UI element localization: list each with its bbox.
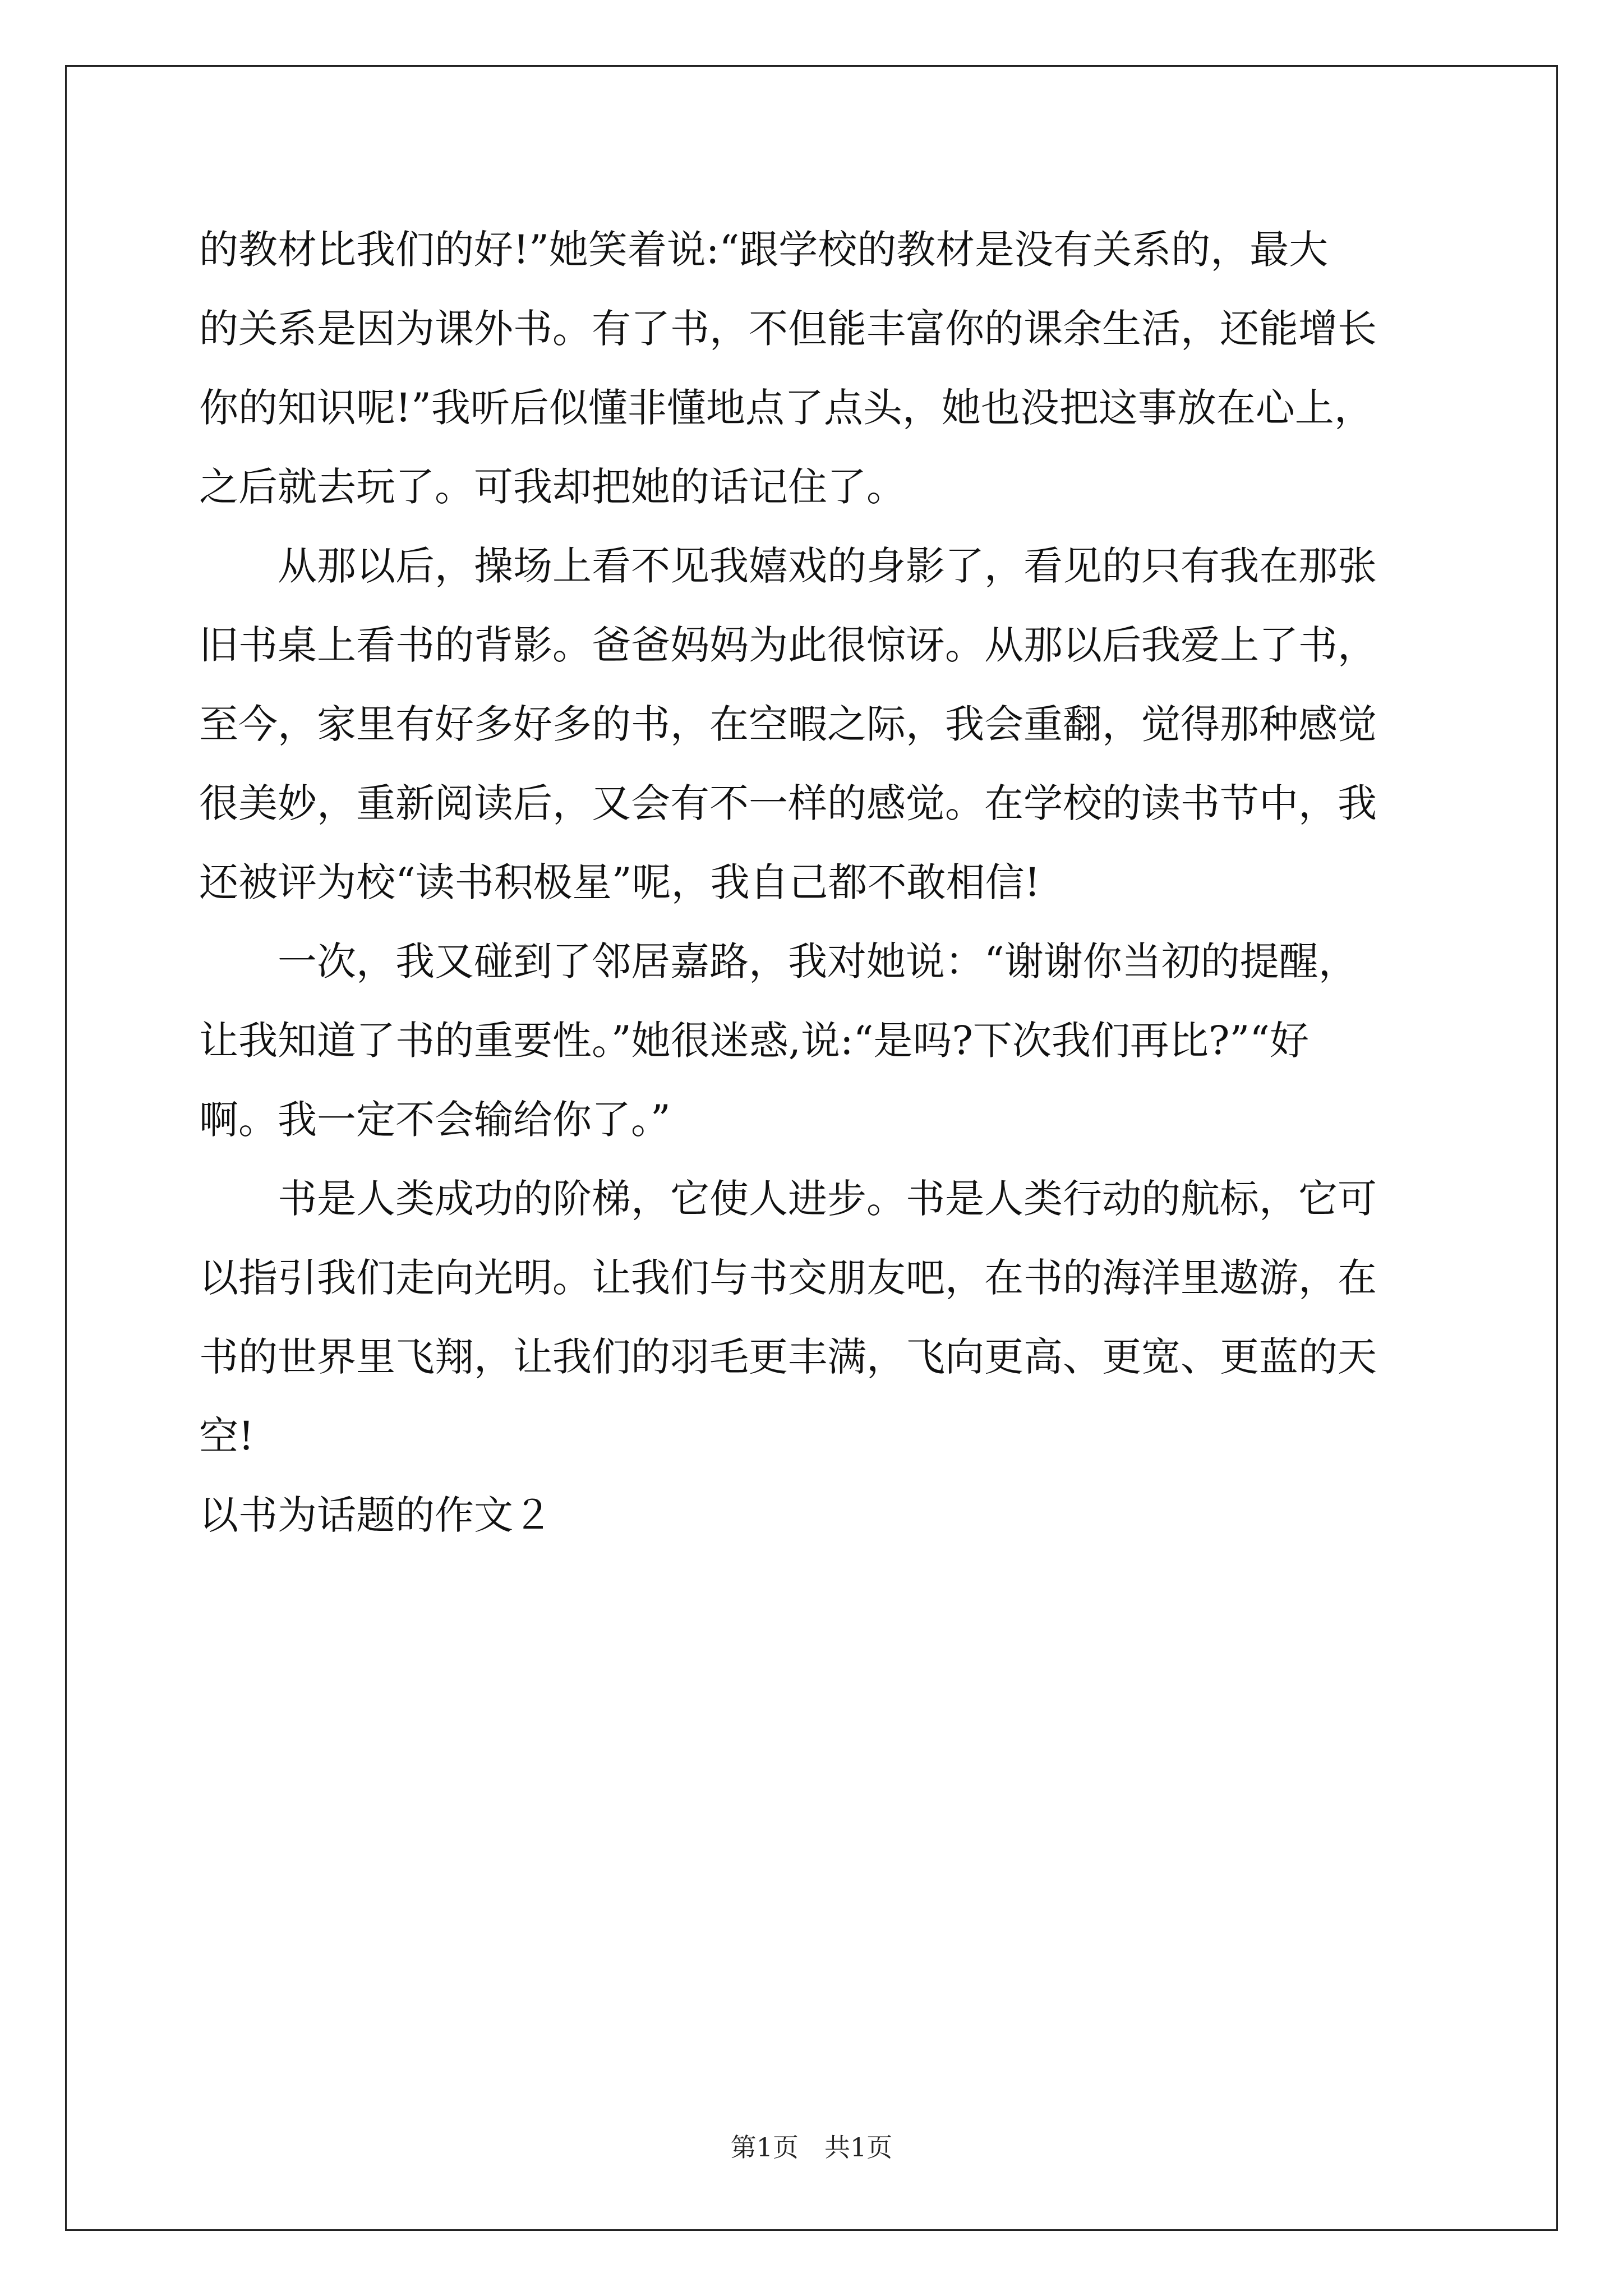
text-line: 空!: [199, 1413, 255, 1459]
text-line: 旧书桌上看书的背影。爸爸妈妈为此很惊讶。从那以后我爱上了书，: [199, 622, 1377, 668]
document-body: [199, 210, 1435, 1555]
page-footer: 第1页 共1页: [730, 2132, 893, 2162]
text-line: 至今，家里有好多好多的书，在空暇之际，我会重翻，觉得那种感觉: [199, 701, 1377, 747]
paragraph-start-line: 一次，我又碰到了邻居嘉路，我对她说：“谢谢你当初的提醒，: [278, 938, 1358, 984]
text-line: 书的世界里飞翔，让我们的羽毛更丰满，飞向更高、更宽、更蓝的天: [199, 1334, 1377, 1380]
text-line: 的关系是因为课外书。有了书，不但能丰富你的课余生活，还能增长: [199, 306, 1377, 352]
text-line: 的教材比我们的好!”她笑着说:“跟学校的教材是没有关系的，最大: [199, 227, 1329, 273]
text-line: 很美妙，重新阅读后，又会有不一样的感觉。在学校的读书节中，我: [199, 780, 1377, 826]
text-line: 啊。我一定不会输给你了。”: [199, 1097, 671, 1143]
paragraph-start-line: 书是人类成功的阶梯，它使人进步。书是人类行动的航标，它可: [278, 1176, 1377, 1222]
section-heading: 以书为话题的作文２: [199, 1492, 552, 1538]
text-line: 以指引我们走向光明。让我们与书交朋友吧，在书的海洋里遨游，在: [199, 1255, 1377, 1301]
text-line: 之后就去玩了。可我却把她的话记住了。: [199, 464, 906, 510]
paragraph-start-line: 从那以后，操场上看不见我嬉戏的身影了，看见的只有我在那张: [278, 543, 1377, 589]
text-line: 还被评为校“读书积极星”呢，我自己都不敢相信!: [199, 859, 1040, 905]
text-line: 让我知道了书的重要性。”她很迷惑,说:“是吗?下次我们再比?”“好: [199, 1018, 1310, 1064]
text-line: 你的知识呢!”我听后似懂非懂地点了点头，她也没把这事放在心上，: [199, 385, 1373, 431]
